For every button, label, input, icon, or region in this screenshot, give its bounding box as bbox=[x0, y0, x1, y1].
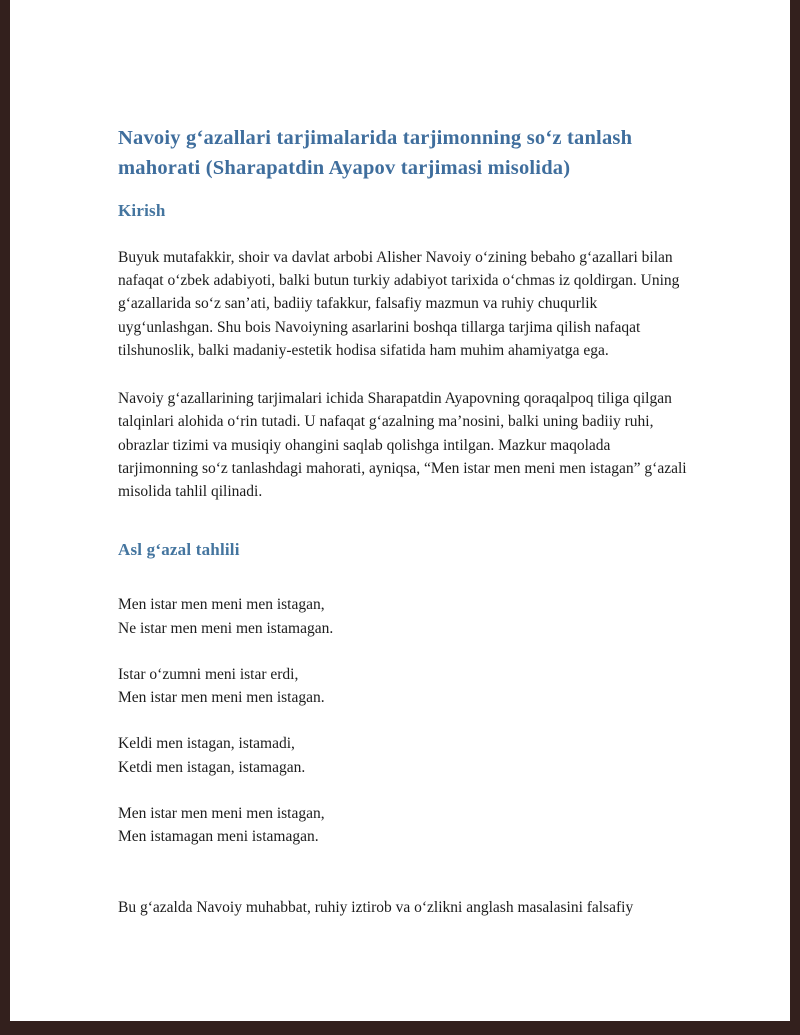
article-title: Navoiy gʻazallari tarjimalarida tarjimonning soʻz tanlash mahorati (Sharapatdin Ayapov tarjimasi misolida) bbox=[118, 127, 633, 180]
verse-line: Men istar men meni men istagan, bbox=[118, 804, 325, 822]
verse-line: Men istar men meni men istagan. bbox=[118, 689, 325, 707]
section-heading-analysis: Asl gʻazal tahlili bbox=[118, 540, 240, 560]
verse-line: Ketdi men istagan, istamagan. bbox=[118, 758, 306, 776]
section-kirish bbox=[118, 200, 690, 504]
article bbox=[118, 123, 690, 920]
verse-line: Istar oʻzumni meni istar erdi, bbox=[118, 665, 299, 683]
verse-stanza bbox=[118, 663, 690, 710]
paragraph-intro-1: Buyuk mutafakkir, shoir va davlat arbobi Alisher Navoiy oʻzining bebaho gʻazallari bilan nafaqat oʻzbek adabiyoti, balki butun turkiy adabiyot tarixida oʻchmas iz qoldirgan. Uning gʻazallarida soʻz san’ati, badiiy tafakkur, falsafiy mazmun va ruhiy chuqurlik uygʻunlashgan. Shu bois Navoiyning asarlarini boshqa tillarga tarjima qilish nafaqat tilshunoslik, balki madaniy-estetik hodisa sifatida ham muhim ahamiyatga ega. bbox=[118, 248, 680, 359]
verse-stanza bbox=[118, 593, 690, 640]
verse-line: Ne istar men meni men istamagan. bbox=[118, 619, 334, 637]
section-heading-kirish: Kirish bbox=[118, 200, 166, 220]
verse-stanza bbox=[118, 732, 690, 779]
verse-line: Keldi men istagan, istamadi, bbox=[118, 735, 295, 753]
verse-line: Men istamagan meni istamagan. bbox=[118, 828, 319, 846]
section-ghazal-analysis bbox=[118, 539, 690, 919]
verse-line: Men istar men meni men istagan, bbox=[118, 596, 325, 614]
paragraph-intro-2: Navoiy gʻazallarining tarjimalari ichida Sharapatdin Ayapovning qoraqalpoq tiliga qilgan talqinlari alohida oʻrin tutadi. U nafaqat gʻazalning ma’nosini, balki uning badiiy ruhi, obrazlar tizimi va musiqiy ohangini saqlab qolishga intilgan. Mazkur maqolada tarjimonning soʻz tanlashdagi mahorati, ayniqsa, “Men istar men meni men istagan” gʻazali misolida tahlil qilinadi. bbox=[118, 390, 687, 500]
paragraph-closing: Bu gʻazalda Navoiy muhabbat, ruhiy iztirob va oʻzlikni anglash masalasini falsafiy bbox=[118, 899, 634, 917]
verse-stanza bbox=[118, 802, 690, 849]
